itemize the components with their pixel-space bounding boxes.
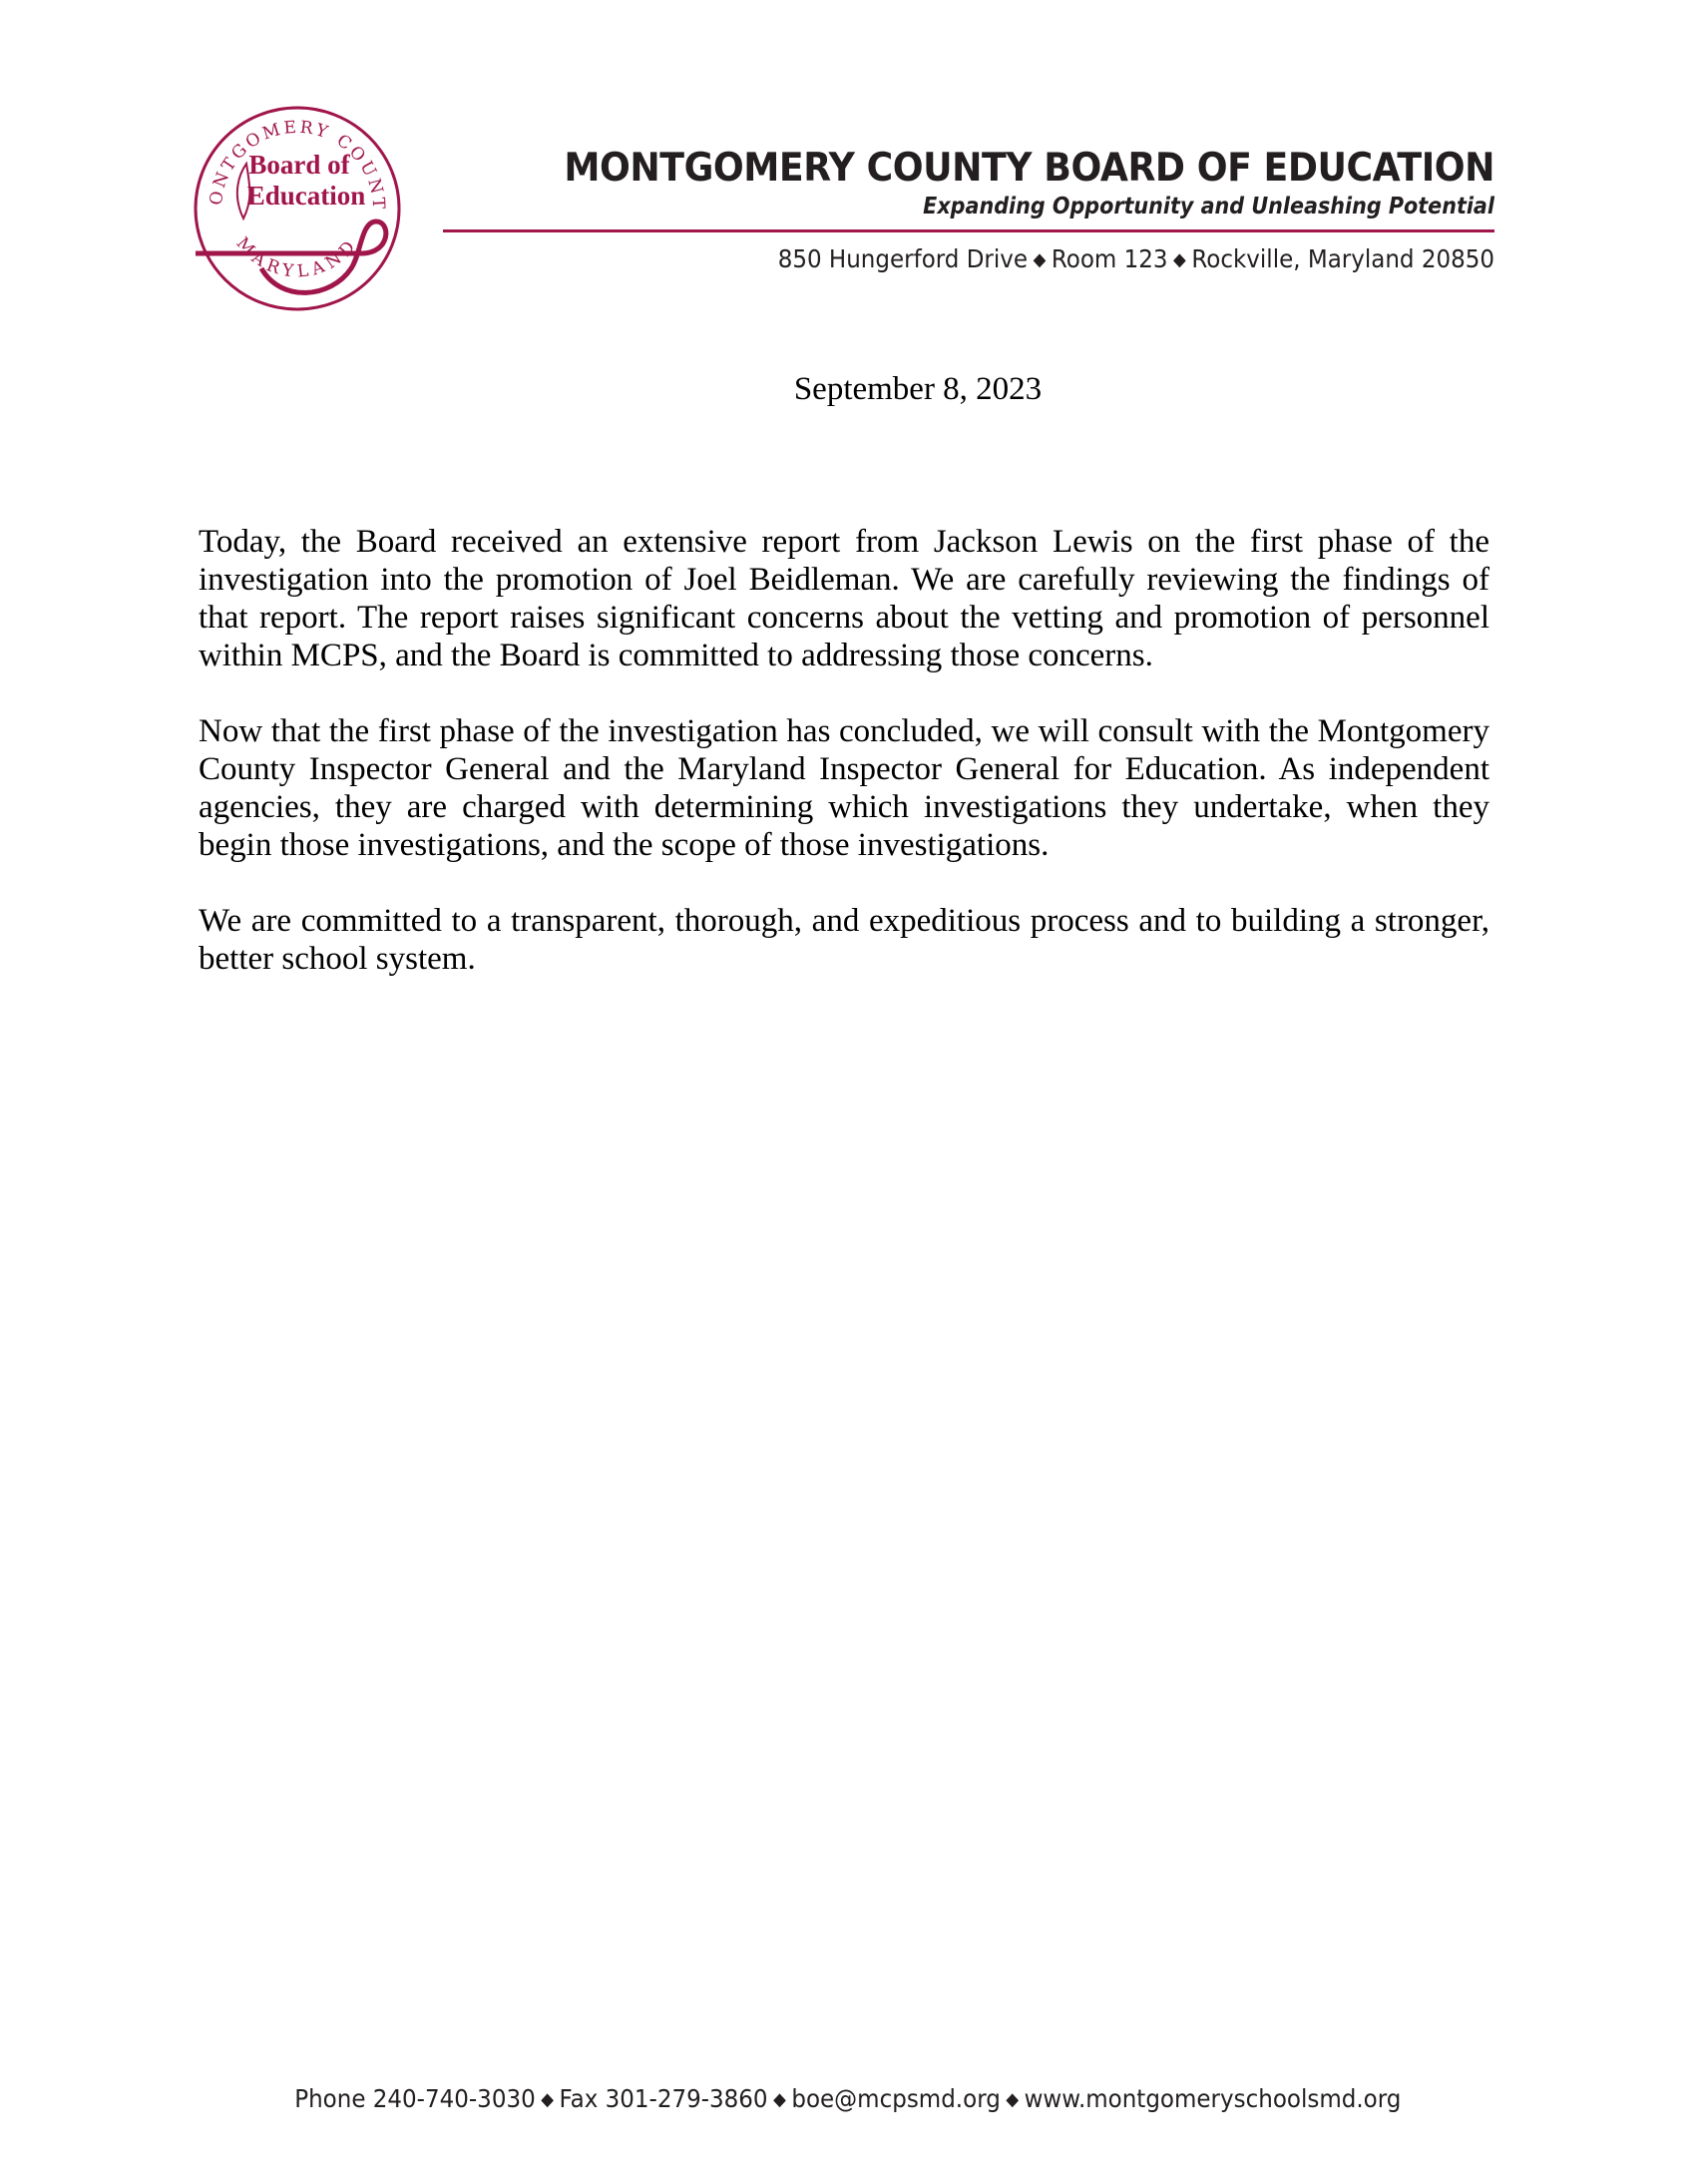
footer-fax: Fax 301-279-3860 bbox=[559, 2084, 768, 2113]
paragraph: Today, the Board received an extensive report from Jackson Lewis on the first phase of the investigation into the promotion of Joel Beidleman. We are carefully reviewing the findings of that report. The report raises significant concerns about the vetting and promotion of personnel within MCPS, and the Board is committed to addressing those concerns. bbox=[199, 524, 1489, 673]
diamond-separator-icon: ◆ bbox=[1006, 2089, 1020, 2110]
letterhead-divider bbox=[443, 229, 1494, 232]
address-city: Rockville, Maryland 20850 bbox=[1191, 244, 1494, 273]
address-street: 850 Hungerford Drive bbox=[777, 244, 1029, 273]
svg-text:Board of: Board of bbox=[248, 150, 350, 180]
board-seal-logo bbox=[192, 104, 403, 313]
diamond-separator-icon: ◆ bbox=[541, 2089, 555, 2110]
svg-text:Education: Education bbox=[246, 181, 366, 211]
paragraph: We are committed to a transparent, thorough, and expeditious process and to building a stronger, better school system. bbox=[199, 903, 1489, 977]
footer-contact bbox=[0, 2084, 1696, 2113]
footer-email[interactable]: boe@mcpsmd.org bbox=[791, 2084, 1002, 2113]
svg-text:MONTGOMERY COUNTY: ONTGOMERY COUNT bbox=[206, 117, 389, 213]
address-line bbox=[527, 244, 1494, 273]
footer-phone: Phone 240-740-3030 bbox=[294, 2084, 536, 2113]
svg-text:MARYLAND: MARYLAND bbox=[231, 233, 363, 282]
footer-website[interactable]: www.montgomeryschoolsmd.org bbox=[1024, 2084, 1402, 2113]
diamond-separator-icon: ◆ bbox=[1033, 249, 1047, 270]
letter-body bbox=[199, 523, 1489, 1016]
organization-tagline: Expanding Opportunity and Unleashing Potential bbox=[923, 194, 1494, 219]
diamond-separator-icon: ◆ bbox=[1173, 249, 1186, 270]
organization-title: MONTGOMERY COUNTY BOARD OF EDUCATION bbox=[564, 146, 1494, 191]
address-room: Room 123 bbox=[1051, 244, 1168, 273]
diamond-separator-icon: ◆ bbox=[773, 2089, 787, 2110]
letter-date: September 8, 2023 bbox=[793, 371, 1043, 407]
paragraph: Now that the first phase of the investigation has concluded, we will consult with the Montgomery County Inspector General and the Maryland Inspector General for Education. As independent agencies, they are charged with determining which investigations they undertake, when they begin those investigations, and the scope of those investigations. bbox=[199, 713, 1489, 863]
